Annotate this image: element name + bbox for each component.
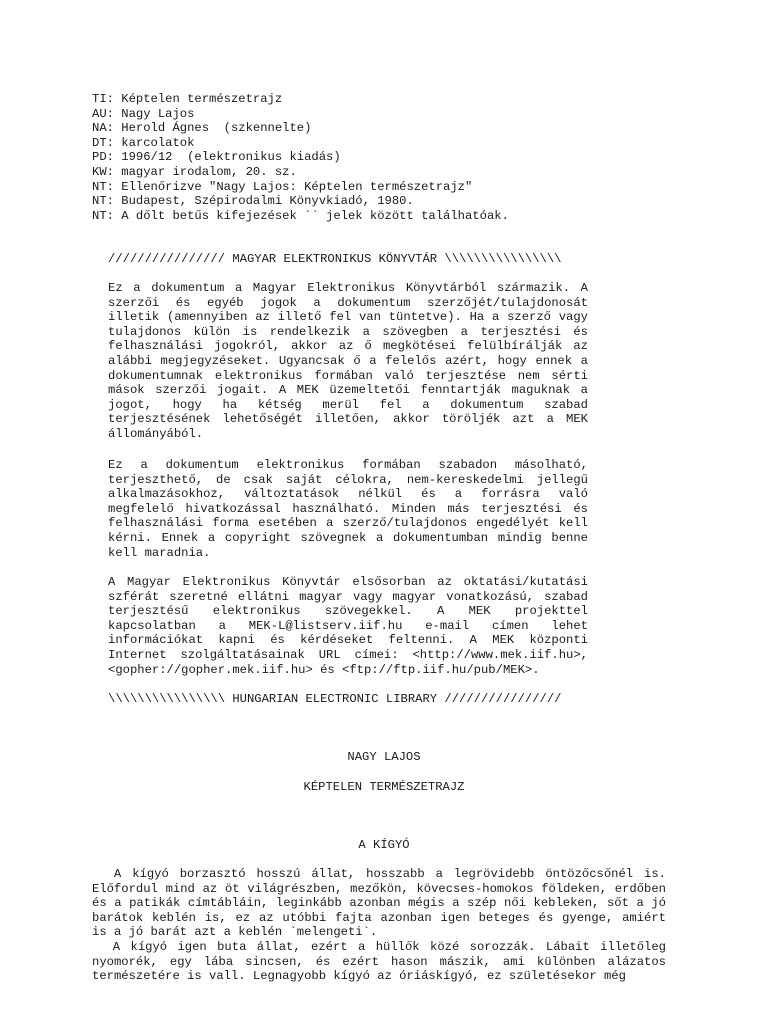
metadata-note: NT: Ellenőrizve "Nagy Lajos: Képtelen természetrajz" [92,179,473,194]
mek-header-banner: //////////////// MAGYAR ELEKTRONIKUS KÖNYVTÁR \\\\\\\\\\\\\\\\ [108,252,562,266]
chapter-paragraph: A kígyó igen buta állat, ezért a hüllők közé sorozzák. Lábait illetőleg nyomorék, egy lába sincsen, és ezért hason mászik, ami különben alázatos természetére is vall. Legnagyobb kígyó az óriáskígyó, ez születésekor még [92,940,674,984]
metadata-keywords: KW: magyar irodalom, 20. sz. [92,165,297,179]
mek-footer-banner: \\\\\\\\\\\\\\\\ HUNGARIAN ELECTRONIC LIBRARY //////////////// [108,692,562,706]
metadata-publish-date: PD: 1996/12 (elektronikus kiadás) [92,150,341,165]
metadata-note: NT: Budapest, Szépirodalmi Könyvkiadó, 1980. [92,194,414,209]
metadata-author: AU: Nagy Lajos [92,106,195,121]
metadata-title: TI: Képtelen természetrajz [92,92,283,106]
chapter-paragraph: A kígyó borzasztó hosszú állat, hosszabb a legrövidebb öntözőcsőnél is. Előfordul mind az öt világrészben, mezőkön, kövecses-homokos földeken, erdőben és a patikák címtábláin, leginkább azonban mégis a szép női kebleken, sőt a jó barátok keblén is, ez az utóbbi fajta azonban igen beteges és gyenge, amiért is a jó barát azt a keblén `melengeti`. [92,867,674,940]
mek-paragraph: A Magyar Elektronikus Könyvtár elsősorban az oktatási/kutatási szférát szeretné ellátni magyar vagy magyar vonatkozású, szabad terjesztésű elektronikus szövegekkel. A MEK projekttel kapcsolatban a MEK-L@listserv.iif.hu e-mail címen lehet információkat kapni és kérdéseket feltenni. A MEK központi Internet szolgáltatásainak URL címei: <http://www.mek.iif.hu>, <gopher://gopher.mek.iif.hu> és <ftp://ftp.iif.hu/pub/MEK>. [108,575,588,677]
author-heading: NAGY LAJOS [347,750,421,764]
book-title: KÉPTELEN TERMÉSZETRAJZ [303,780,465,794]
chapter-title: A KÍGYÓ [358,838,410,852]
metadata-scanner: NA: Herold Ágnes (szkennelte) [92,121,312,136]
metadata-doc-type: DT: karcolatok [92,135,195,150]
metadata-note: NT: A dőlt betűs kifejezések `` jelek között találhatóak. [92,208,509,223]
mek-paragraph: Ez a dokumentum elektronikus formában szabadon másolható, terjeszthető, de csak saját célokra, nem-kereskedelmi jellegű alkalmazásokhoz, változtatások nélkül és a forrásra való megfelelő hivatkozással használható. Minden más terjesztési és felhasználási forma esetében a szerző/tulajdonos engedélyét kell kérni. Ennek a copyright szövegnek a dokumentumban mindig benne kell maradnia. [108,458,588,560]
mek-paragraph: Ez a dokumentum a Magyar Elektronikus Könyvtárból származik. A szerzői és egyéb jogok a dokumentum szerzőjét/tulajdonosát illetik (amennyiben az illető fel van tüntetve). Ha a szerző vagy tulajdonos külön is rendelkezik a szövegben a terjesztési és felhasználási jogokról, akkor az ő megkötései felülbírálják az alábbi megjegyzéseket. Ugyancsak ő a felelős azért, hogy ennek a dokumentumnak elektronikus formában való terjesztése nem sérti mások szerzői jogait. A MEK üzemeltetői fenntartják maguknak a jogot, hogy ha kétség merül fel a dokumentum szabad terjesztésének lehetőségét illetően, akkor töröljék azt a MEK állományából. [108,281,588,441]
